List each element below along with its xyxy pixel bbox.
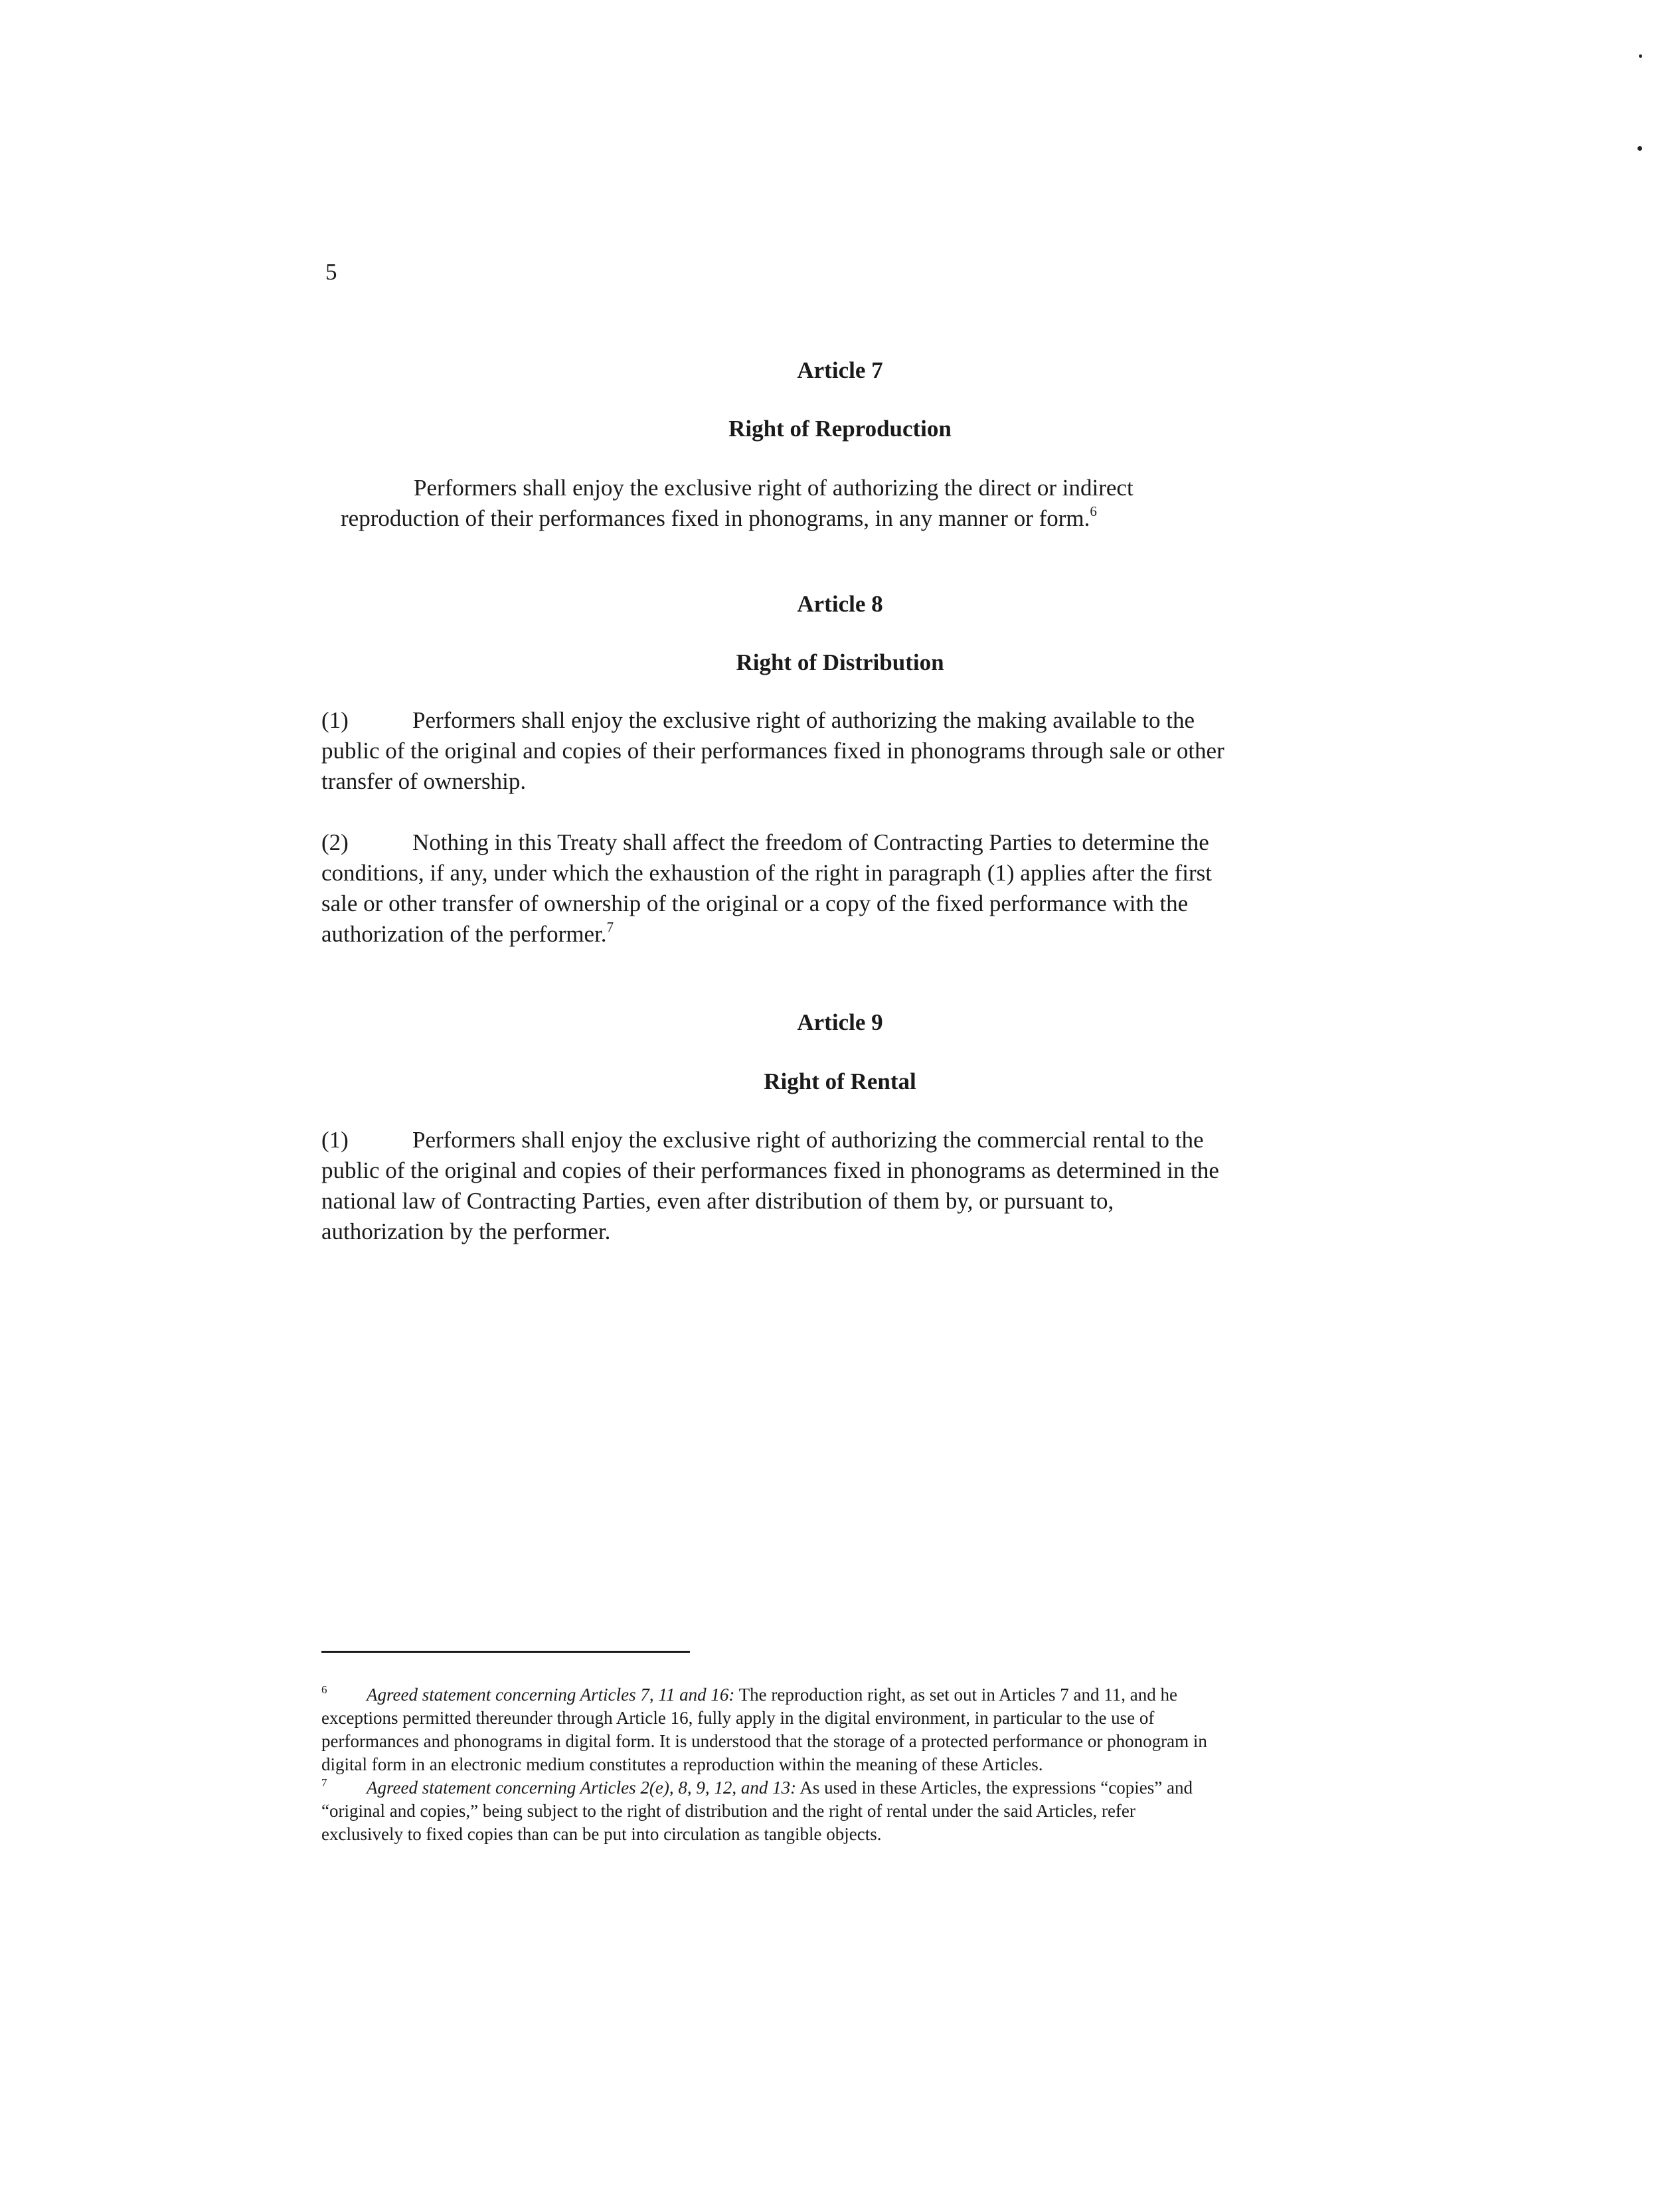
footnote-line: performances and phonograms in digital form. It is understood that the storage of a protected performance or phonogram in [321, 1731, 1207, 1751]
article-8-subheading: Right of Distribution [736, 649, 944, 675]
footnote-line: exceptions permitted thereunder through Article 16, fully apply in the digital environment, in particular to the use of [321, 1708, 1155, 1728]
scan-speck [1638, 146, 1642, 151]
paragraph-line: national law of Contracting Parties, even after distribution of them by, or pursuant to, [321, 1188, 1114, 1214]
article-8-paragraph-1 [321, 705, 1357, 797]
footnote-lead: Agreed statement concerning Articles 7, 11 and 16: [367, 1685, 735, 1705]
footnote-lead: Agreed statement concerning Articles 2(e), 8, 9, 12, and 13: [367, 1778, 797, 1798]
paragraph-line [321, 503, 1357, 534]
line-text: reproduction of their performances fixed in phonograms, in any manner or form. [341, 505, 1090, 531]
article-9-heading: Article 9 [797, 1009, 883, 1035]
footnote-reference[interactable]: 6 [1090, 503, 1097, 519]
paragraph-line [321, 1125, 1357, 1155]
paragraph-line [321, 473, 1357, 503]
line-text: Performers shall enjoy the exclusive right of authorizing the making available to the [412, 707, 1195, 733]
footnote-line: 7 Agreed statement concerning Articles 2(e), 8, 9, 12, and 13: As used in these Articles, the expressions “copies” and [321, 1776, 1193, 1798]
line-text: authorization of the performer. [321, 921, 607, 947]
footnote-reference[interactable]: 7 [606, 919, 614, 935]
article-8-paragraph-2 [321, 827, 1357, 950]
footnote-line: exclusively to fixed copies than can be put into circulation as tangible objects. [321, 1824, 882, 1844]
footnote-7 [321, 1776, 1357, 1846]
page-number: 5 [325, 259, 337, 285]
paragraph-number: (2) [321, 829, 349, 855]
article-7-heading: Article 7 [797, 357, 883, 383]
article-7-subheading: Right of Reproduction [728, 416, 952, 442]
footnote-line: 6 Agreed statement concerning Articles 7, 11 and 16: The reproduction right, as set out in Articles 7 and 11, and he [321, 1683, 1177, 1705]
footnote-separator [321, 1651, 690, 1653]
paragraph-number: (1) [321, 1127, 349, 1153]
paragraph-line: transfer of ownership. [321, 768, 527, 794]
paragraph-number: (1) [321, 707, 349, 733]
line-text: Performers shall enjoy the exclusive right of authorizing the commercial rental to the [412, 1127, 1204, 1153]
line-text: Nothing in this Treaty shall affect the freedom of Contracting Parties to determine the [412, 829, 1209, 855]
paragraph-line [321, 827, 1357, 858]
article-7-paragraph [321, 473, 1357, 534]
scan-speck [1639, 54, 1642, 58]
paragraph-line: conditions, if any, under which the exhaustion of the right in paragraph (1) applies after the first [321, 860, 1212, 886]
footnote-text: The reproduction right, as set out in Articles 7 and 11, and he [734, 1685, 1177, 1705]
paragraph-line: public of the original and copies of their performances fixed in phonograms through sale or other [321, 738, 1224, 764]
footnote-text: As used in these Articles, the expressions “copies” and [796, 1778, 1193, 1798]
paragraph-line: sale or other transfer of ownership of the original or a copy of the fixed performance with the [321, 890, 1189, 916]
paragraph-line: public of the original and copies of their performances fixed in phonograms as determined in the [321, 1157, 1219, 1183]
footnote-line: “original and copies,” being subject to the right of distribution and the right of rental under the said Articles, refer [321, 1801, 1135, 1821]
article-8-heading: Article 8 [797, 591, 883, 617]
article-9-subheading: Right of Rental [764, 1068, 916, 1094]
footnote-6 [321, 1683, 1357, 1776]
paragraph-line [321, 705, 1357, 736]
line-text: Performers shall enjoy the exclusive right of authorizing the direct or indirect [414, 475, 1134, 501]
article-9-paragraph-1 [321, 1125, 1357, 1247]
paragraph-line [321, 919, 1357, 950]
paragraph-line: authorization by the performer. [321, 1219, 611, 1244]
footnote-line: digital form in an electronic medium constitutes a reproduction within the meaning of these Articles. [321, 1754, 1043, 1774]
